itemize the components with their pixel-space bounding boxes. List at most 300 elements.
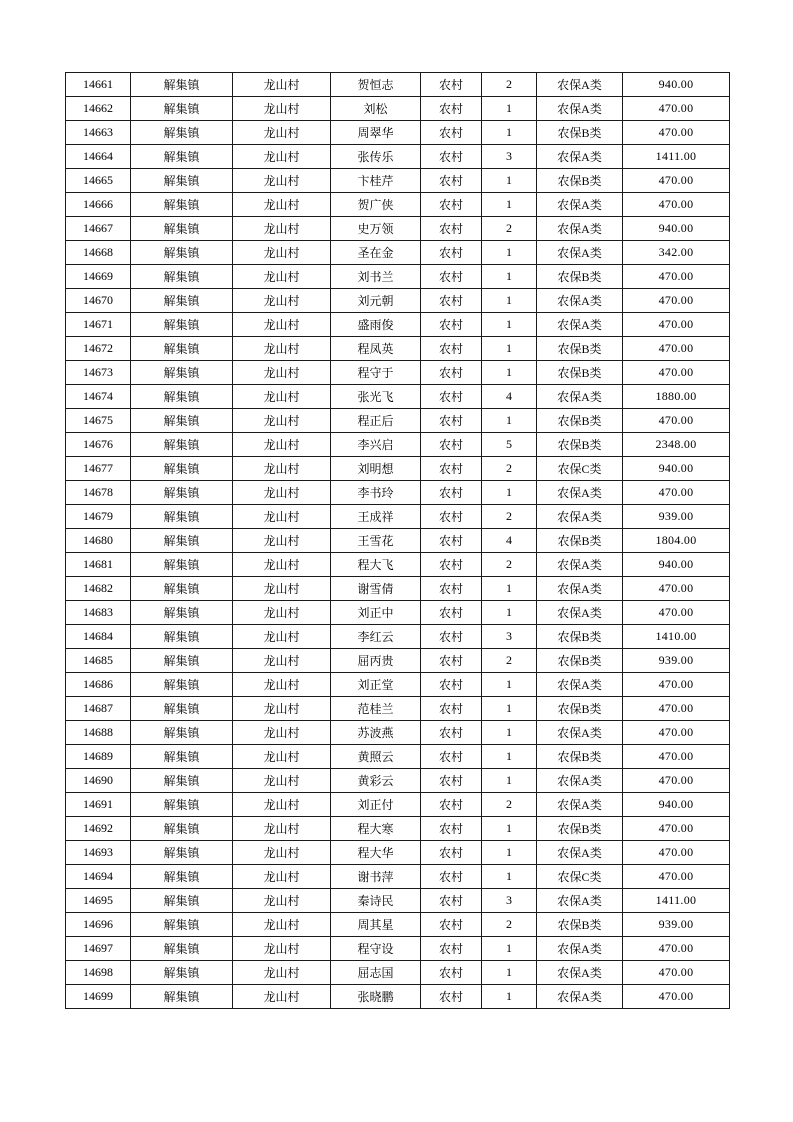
cell-id: 14697 xyxy=(66,937,131,961)
cell-name: 卞桂芹 xyxy=(331,169,421,193)
cell-amount: 1411.00 xyxy=(623,145,730,169)
cell-village: 龙山村 xyxy=(233,697,331,721)
cell-count: 1 xyxy=(482,961,537,985)
cell-category: 农保B类 xyxy=(537,121,623,145)
table-row xyxy=(66,289,730,313)
cell-village: 龙山村 xyxy=(233,601,331,625)
table-row xyxy=(66,721,730,745)
cell-category: 农保B类 xyxy=(537,361,623,385)
cell-id: 14665 xyxy=(66,169,131,193)
cell-category: 农保A类 xyxy=(537,97,623,121)
cell-amount: 939.00 xyxy=(623,913,730,937)
cell-town: 解集镇 xyxy=(131,217,233,241)
cell-village: 龙山村 xyxy=(233,865,331,889)
cell-name: 屈志国 xyxy=(331,961,421,985)
cell-count: 4 xyxy=(482,385,537,409)
cell-town: 解集镇 xyxy=(131,649,233,673)
cell-name: 程守于 xyxy=(331,361,421,385)
cell-id: 14692 xyxy=(66,817,131,841)
table-row xyxy=(66,769,730,793)
cell-count: 2 xyxy=(482,457,537,481)
cell-village: 龙山村 xyxy=(233,649,331,673)
cell-town: 解集镇 xyxy=(131,673,233,697)
cell-town: 解集镇 xyxy=(131,337,233,361)
cell-area: 农村 xyxy=(421,865,482,889)
cell-amount: 940.00 xyxy=(623,73,730,97)
table-row xyxy=(66,625,730,649)
cell-name: 苏波燕 xyxy=(331,721,421,745)
cell-amount: 470.00 xyxy=(623,985,730,1009)
cell-id: 14679 xyxy=(66,505,131,529)
cell-area: 农村 xyxy=(421,385,482,409)
cell-category: 农保C类 xyxy=(537,457,623,481)
cell-name: 刘元朝 xyxy=(331,289,421,313)
cell-category: 农保B类 xyxy=(537,169,623,193)
cell-count: 2 xyxy=(482,73,537,97)
cell-town: 解集镇 xyxy=(131,73,233,97)
cell-area: 农村 xyxy=(421,361,482,385)
cell-name: 盛雨俊 xyxy=(331,313,421,337)
cell-amount: 939.00 xyxy=(623,649,730,673)
table-row xyxy=(66,457,730,481)
cell-id: 14687 xyxy=(66,697,131,721)
cell-town: 解集镇 xyxy=(131,505,233,529)
cell-village: 龙山村 xyxy=(233,553,331,577)
cell-name: 范桂兰 xyxy=(331,697,421,721)
cell-name: 圣在金 xyxy=(331,241,421,265)
cell-area: 农村 xyxy=(421,961,482,985)
cell-village: 龙山村 xyxy=(233,841,331,865)
cell-name: 刘松 xyxy=(331,97,421,121)
cell-count: 1 xyxy=(482,841,537,865)
table-row xyxy=(66,961,730,985)
cell-count: 1 xyxy=(482,865,537,889)
cell-id: 14664 xyxy=(66,145,131,169)
cell-count: 1 xyxy=(482,169,537,193)
table-row xyxy=(66,745,730,769)
cell-id: 14668 xyxy=(66,241,131,265)
cell-name: 屈丙贵 xyxy=(331,649,421,673)
cell-town: 解集镇 xyxy=(131,577,233,601)
cell-town: 解集镇 xyxy=(131,769,233,793)
cell-town: 解集镇 xyxy=(131,841,233,865)
cell-id: 14676 xyxy=(66,433,131,457)
cell-amount: 470.00 xyxy=(623,577,730,601)
cell-village: 龙山村 xyxy=(233,145,331,169)
cell-count: 1 xyxy=(482,601,537,625)
cell-count: 3 xyxy=(482,889,537,913)
cell-town: 解集镇 xyxy=(131,193,233,217)
cell-count: 1 xyxy=(482,673,537,697)
table-row xyxy=(66,553,730,577)
table-row xyxy=(66,529,730,553)
cell-amount: 940.00 xyxy=(623,457,730,481)
cell-name: 程大寒 xyxy=(331,817,421,841)
cell-amount: 1804.00 xyxy=(623,529,730,553)
cell-count: 2 xyxy=(482,649,537,673)
table-row xyxy=(66,481,730,505)
cell-id: 14663 xyxy=(66,121,131,145)
table-row xyxy=(66,793,730,817)
cell-amount: 470.00 xyxy=(623,721,730,745)
cell-town: 解集镇 xyxy=(131,145,233,169)
cell-town: 解集镇 xyxy=(131,745,233,769)
cell-id: 14696 xyxy=(66,913,131,937)
cell-category: 农保A类 xyxy=(537,985,623,1009)
cell-category: 农保A类 xyxy=(537,769,623,793)
cell-count: 1 xyxy=(482,193,537,217)
cell-area: 农村 xyxy=(421,769,482,793)
cell-name: 程正后 xyxy=(331,409,421,433)
cell-name: 刘书兰 xyxy=(331,265,421,289)
cell-town: 解集镇 xyxy=(131,169,233,193)
cell-amount: 470.00 xyxy=(623,169,730,193)
cell-category: 农保C类 xyxy=(537,865,623,889)
cell-category: 农保A类 xyxy=(537,481,623,505)
cell-id: 14684 xyxy=(66,625,131,649)
table-row xyxy=(66,841,730,865)
cell-amount: 470.00 xyxy=(623,313,730,337)
cell-village: 龙山村 xyxy=(233,265,331,289)
cell-area: 农村 xyxy=(421,889,482,913)
cell-name: 程守设 xyxy=(331,937,421,961)
cell-area: 农村 xyxy=(421,241,482,265)
cell-town: 解集镇 xyxy=(131,313,233,337)
cell-id: 14685 xyxy=(66,649,131,673)
cell-name: 张光飞 xyxy=(331,385,421,409)
cell-village: 龙山村 xyxy=(233,385,331,409)
cell-area: 农村 xyxy=(421,505,482,529)
cell-village: 龙山村 xyxy=(233,73,331,97)
cell-area: 农村 xyxy=(421,265,482,289)
cell-area: 农村 xyxy=(421,337,482,361)
cell-id: 14690 xyxy=(66,769,131,793)
cell-category: 农保A类 xyxy=(537,289,623,313)
cell-name: 刘正中 xyxy=(331,601,421,625)
cell-town: 解集镇 xyxy=(131,697,233,721)
cell-category: 农保A类 xyxy=(537,385,623,409)
cell-category: 农保A类 xyxy=(537,601,623,625)
table-row xyxy=(66,121,730,145)
cell-category: 农保A类 xyxy=(537,193,623,217)
cell-category: 农保A类 xyxy=(537,673,623,697)
table-row xyxy=(66,217,730,241)
table-body xyxy=(66,73,730,1009)
cell-name: 贺恒志 xyxy=(331,73,421,97)
cell-town: 解集镇 xyxy=(131,265,233,289)
cell-name: 谢雪倩 xyxy=(331,577,421,601)
cell-amount: 470.00 xyxy=(623,481,730,505)
cell-village: 龙山村 xyxy=(233,673,331,697)
cell-area: 农村 xyxy=(421,745,482,769)
cell-category: 农保B类 xyxy=(537,433,623,457)
cell-area: 农村 xyxy=(421,73,482,97)
cell-village: 龙山村 xyxy=(233,625,331,649)
cell-name: 程大飞 xyxy=(331,553,421,577)
cell-id: 14677 xyxy=(66,457,131,481)
table-row xyxy=(66,361,730,385)
cell-area: 农村 xyxy=(421,145,482,169)
cell-category: 农保B类 xyxy=(537,529,623,553)
cell-count: 2 xyxy=(482,913,537,937)
cell-area: 农村 xyxy=(421,841,482,865)
cell-category: 农保A类 xyxy=(537,73,623,97)
cell-area: 农村 xyxy=(421,673,482,697)
cell-category: 农保A类 xyxy=(537,721,623,745)
cell-id: 14666 xyxy=(66,193,131,217)
cell-village: 龙山村 xyxy=(233,169,331,193)
cell-amount: 939.00 xyxy=(623,505,730,529)
cell-amount: 470.00 xyxy=(623,673,730,697)
table-row xyxy=(66,937,730,961)
cell-village: 龙山村 xyxy=(233,505,331,529)
cell-category: 农保B类 xyxy=(537,697,623,721)
cell-category: 农保A类 xyxy=(537,841,623,865)
cell-count: 1 xyxy=(482,409,537,433)
cell-amount: 470.00 xyxy=(623,97,730,121)
table-row xyxy=(66,313,730,337)
cell-town: 解集镇 xyxy=(131,457,233,481)
cell-area: 农村 xyxy=(421,817,482,841)
cell-area: 农村 xyxy=(421,481,482,505)
cell-village: 龙山村 xyxy=(233,217,331,241)
cell-id: 14680 xyxy=(66,529,131,553)
cell-name: 黄照云 xyxy=(331,745,421,769)
cell-amount: 470.00 xyxy=(623,817,730,841)
cell-count: 1 xyxy=(482,361,537,385)
cell-category: 农保A类 xyxy=(537,889,623,913)
cell-town: 解集镇 xyxy=(131,913,233,937)
cell-id: 14675 xyxy=(66,409,131,433)
cell-town: 解集镇 xyxy=(131,961,233,985)
cell-count: 4 xyxy=(482,529,537,553)
cell-category: 农保B类 xyxy=(537,817,623,841)
cell-area: 农村 xyxy=(421,913,482,937)
table-row xyxy=(66,337,730,361)
cell-id: 14672 xyxy=(66,337,131,361)
cell-name: 程凤英 xyxy=(331,337,421,361)
cell-category: 农保A类 xyxy=(537,145,623,169)
cell-village: 龙山村 xyxy=(233,817,331,841)
cell-category: 农保B类 xyxy=(537,265,623,289)
cell-category: 农保B类 xyxy=(537,913,623,937)
cell-count: 1 xyxy=(482,121,537,145)
cell-id: 14673 xyxy=(66,361,131,385)
cell-name: 谢书萍 xyxy=(331,865,421,889)
cell-amount: 470.00 xyxy=(623,193,730,217)
cell-village: 龙山村 xyxy=(233,745,331,769)
cell-area: 农村 xyxy=(421,169,482,193)
cell-area: 农村 xyxy=(421,985,482,1009)
cell-id: 14691 xyxy=(66,793,131,817)
cell-count: 1 xyxy=(482,721,537,745)
cell-area: 农村 xyxy=(421,625,482,649)
cell-area: 农村 xyxy=(421,697,482,721)
cell-amount: 470.00 xyxy=(623,409,730,433)
cell-amount: 470.00 xyxy=(623,265,730,289)
cell-name: 黄彩云 xyxy=(331,769,421,793)
table-row xyxy=(66,505,730,529)
table-row xyxy=(66,601,730,625)
table-row xyxy=(66,193,730,217)
cell-name: 李书玲 xyxy=(331,481,421,505)
cell-amount: 940.00 xyxy=(623,553,730,577)
cell-count: 1 xyxy=(482,769,537,793)
cell-count: 1 xyxy=(482,289,537,313)
cell-village: 龙山村 xyxy=(233,793,331,817)
cell-area: 农村 xyxy=(421,433,482,457)
cell-count: 1 xyxy=(482,937,537,961)
cell-count: 1 xyxy=(482,697,537,721)
cell-count: 5 xyxy=(482,433,537,457)
cell-amount: 940.00 xyxy=(623,217,730,241)
cell-name: 王成祥 xyxy=(331,505,421,529)
cell-category: 农保B类 xyxy=(537,337,623,361)
cell-id: 14683 xyxy=(66,601,131,625)
cell-count: 1 xyxy=(482,265,537,289)
table-row xyxy=(66,433,730,457)
cell-area: 农村 xyxy=(421,409,482,433)
table-row xyxy=(66,889,730,913)
cell-village: 龙山村 xyxy=(233,409,331,433)
table-row xyxy=(66,385,730,409)
cell-name: 周其星 xyxy=(331,913,421,937)
cell-category: 农保B类 xyxy=(537,649,623,673)
cell-name: 刘正付 xyxy=(331,793,421,817)
cell-name: 秦诗民 xyxy=(331,889,421,913)
cell-area: 农村 xyxy=(421,217,482,241)
cell-village: 龙山村 xyxy=(233,985,331,1009)
table-row xyxy=(66,577,730,601)
cell-amount: 940.00 xyxy=(623,793,730,817)
cell-town: 解集镇 xyxy=(131,481,233,505)
cell-town: 解集镇 xyxy=(131,865,233,889)
cell-town: 解集镇 xyxy=(131,817,233,841)
cell-name: 刘正堂 xyxy=(331,673,421,697)
cell-amount: 2348.00 xyxy=(623,433,730,457)
cell-count: 1 xyxy=(482,745,537,769)
cell-category: 农保A类 xyxy=(537,505,623,529)
cell-id: 14686 xyxy=(66,673,131,697)
cell-town: 解集镇 xyxy=(131,553,233,577)
cell-village: 龙山村 xyxy=(233,97,331,121)
cell-town: 解集镇 xyxy=(131,601,233,625)
cell-amount: 470.00 xyxy=(623,841,730,865)
cell-id: 14699 xyxy=(66,985,131,1009)
cell-name: 周翠华 xyxy=(331,121,421,145)
cell-amount: 1410.00 xyxy=(623,625,730,649)
cell-area: 农村 xyxy=(421,937,482,961)
cell-area: 农村 xyxy=(421,553,482,577)
cell-village: 龙山村 xyxy=(233,121,331,145)
cell-amount: 470.00 xyxy=(623,865,730,889)
cell-id: 14674 xyxy=(66,385,131,409)
cell-village: 龙山村 xyxy=(233,241,331,265)
cell-area: 农村 xyxy=(421,457,482,481)
cell-village: 龙山村 xyxy=(233,313,331,337)
cell-area: 农村 xyxy=(421,577,482,601)
cell-village: 龙山村 xyxy=(233,721,331,745)
cell-town: 解集镇 xyxy=(131,937,233,961)
cell-area: 农村 xyxy=(421,793,482,817)
cell-category: 农保A类 xyxy=(537,577,623,601)
cell-town: 解集镇 xyxy=(131,625,233,649)
cell-category: 农保A类 xyxy=(537,241,623,265)
table-row xyxy=(66,265,730,289)
cell-name: 史万领 xyxy=(331,217,421,241)
cell-village: 龙山村 xyxy=(233,937,331,961)
cell-village: 龙山村 xyxy=(233,961,331,985)
cell-village: 龙山村 xyxy=(233,433,331,457)
cell-amount: 470.00 xyxy=(623,769,730,793)
cell-category: 农保B类 xyxy=(537,625,623,649)
cell-town: 解集镇 xyxy=(131,385,233,409)
cell-id: 14688 xyxy=(66,721,131,745)
table-row xyxy=(66,73,730,97)
cell-amount: 470.00 xyxy=(623,121,730,145)
cell-village: 龙山村 xyxy=(233,481,331,505)
cell-area: 农村 xyxy=(421,529,482,553)
cell-category: 农保B类 xyxy=(537,745,623,769)
cell-count: 2 xyxy=(482,505,537,529)
cell-town: 解集镇 xyxy=(131,793,233,817)
cell-town: 解集镇 xyxy=(131,241,233,265)
cell-town: 解集镇 xyxy=(131,409,233,433)
cell-name: 贺广侠 xyxy=(331,193,421,217)
cell-town: 解集镇 xyxy=(131,889,233,913)
cell-amount: 470.00 xyxy=(623,601,730,625)
cell-name: 李红云 xyxy=(331,625,421,649)
cell-id: 14698 xyxy=(66,961,131,985)
table-row xyxy=(66,913,730,937)
cell-name: 张传乐 xyxy=(331,145,421,169)
cell-village: 龙山村 xyxy=(233,361,331,385)
cell-count: 2 xyxy=(482,793,537,817)
cell-amount: 342.00 xyxy=(623,241,730,265)
cell-amount: 470.00 xyxy=(623,289,730,313)
table-row xyxy=(66,865,730,889)
cell-amount: 470.00 xyxy=(623,697,730,721)
cell-town: 解集镇 xyxy=(131,361,233,385)
cell-village: 龙山村 xyxy=(233,769,331,793)
cell-town: 解集镇 xyxy=(131,433,233,457)
cell-id: 14694 xyxy=(66,865,131,889)
cell-amount: 1880.00 xyxy=(623,385,730,409)
cell-amount: 470.00 xyxy=(623,745,730,769)
table-row xyxy=(66,97,730,121)
cell-count: 3 xyxy=(482,145,537,169)
cell-name: 张晓鹏 xyxy=(331,985,421,1009)
cell-category: 农保A类 xyxy=(537,793,623,817)
cell-village: 龙山村 xyxy=(233,913,331,937)
cell-count: 3 xyxy=(482,625,537,649)
table-row xyxy=(66,673,730,697)
cell-area: 农村 xyxy=(421,601,482,625)
cell-name: 程大华 xyxy=(331,841,421,865)
cell-name: 李兴启 xyxy=(331,433,421,457)
cell-id: 14693 xyxy=(66,841,131,865)
table-row xyxy=(66,649,730,673)
cell-id: 14678 xyxy=(66,481,131,505)
cell-village: 龙山村 xyxy=(233,889,331,913)
cell-amount: 470.00 xyxy=(623,337,730,361)
cell-area: 农村 xyxy=(421,649,482,673)
cell-id: 14662 xyxy=(66,97,131,121)
cell-amount: 470.00 xyxy=(623,961,730,985)
data-table xyxy=(65,72,730,1009)
cell-count: 2 xyxy=(482,217,537,241)
cell-name: 刘明想 xyxy=(331,457,421,481)
